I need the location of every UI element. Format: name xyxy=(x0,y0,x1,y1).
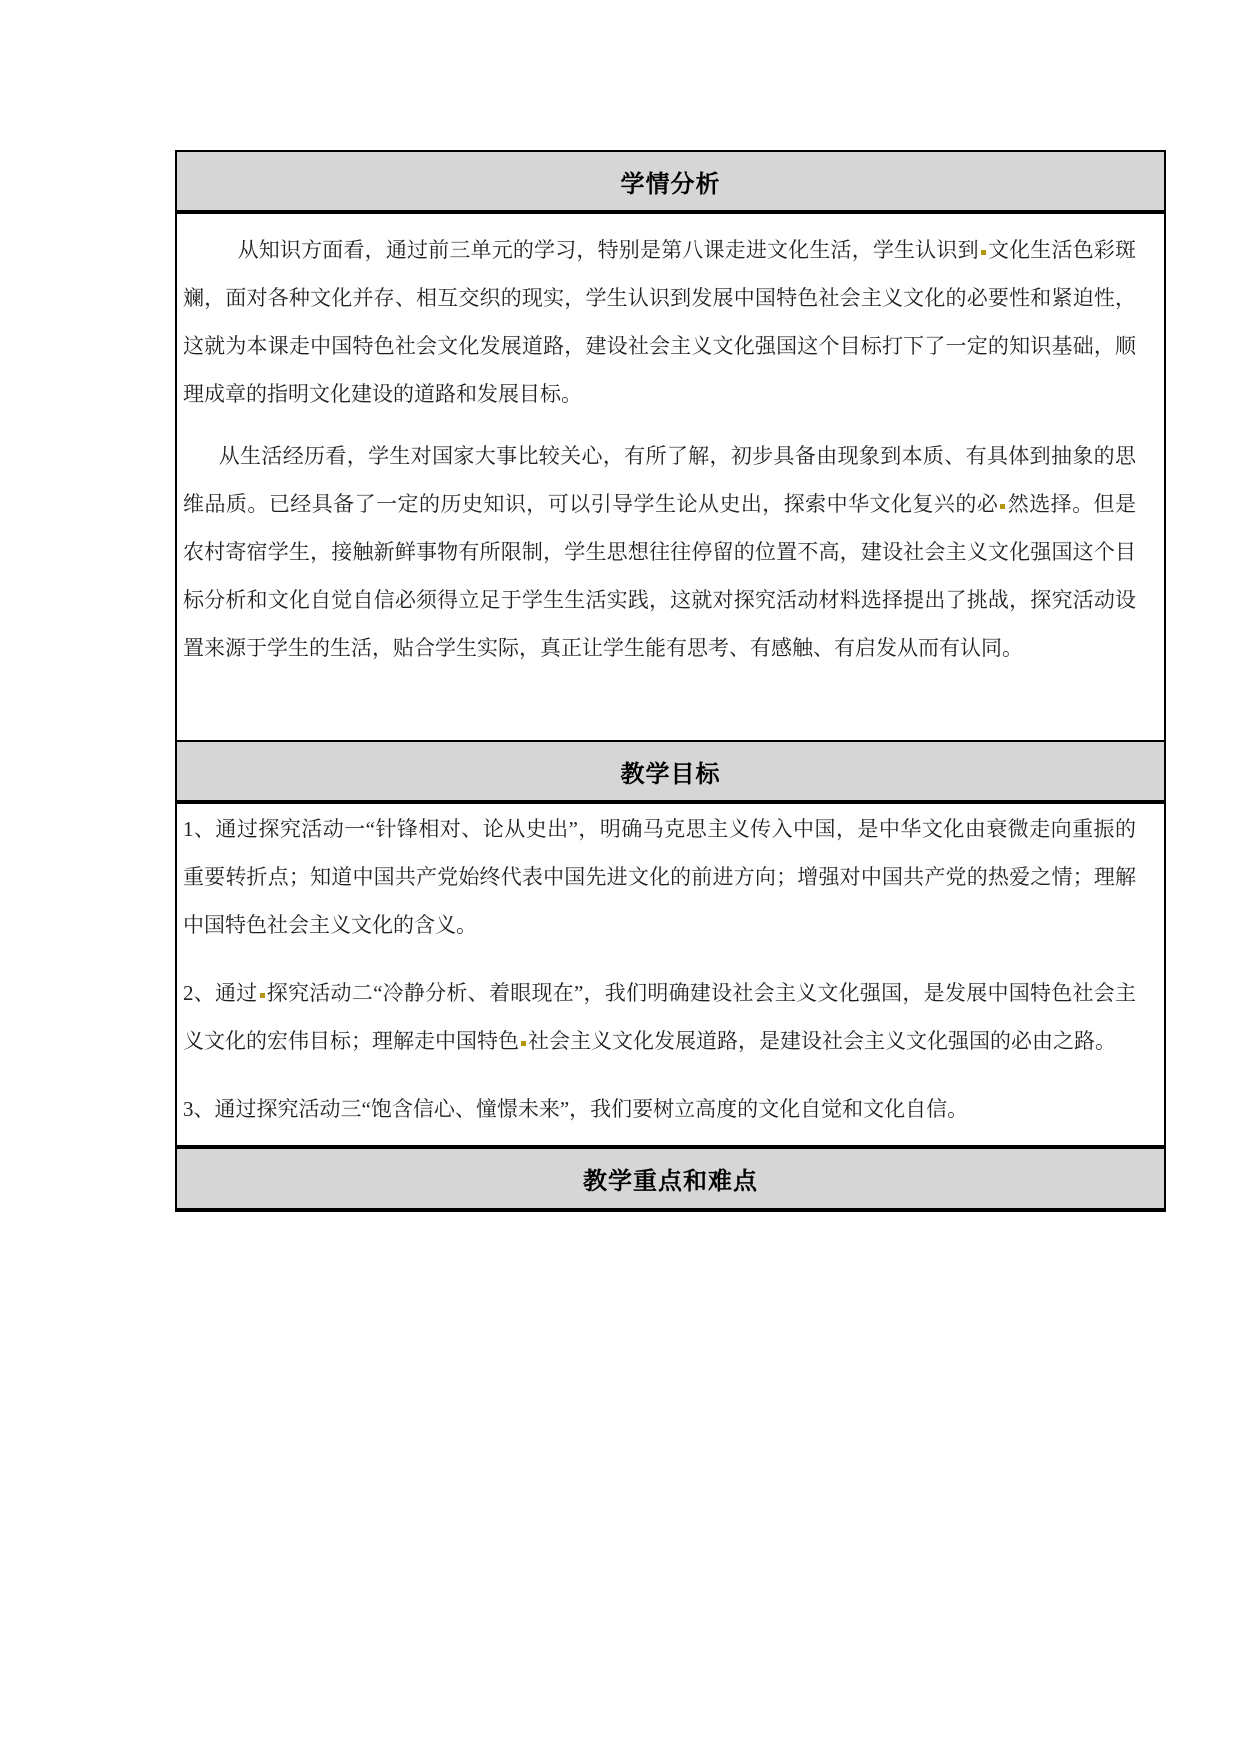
analysis-p2-text-2: 然选择。但是农村寄宿学生，接触新鲜事物有所限制，学生思想往往停留的位置不高，建设社会主义文化强国这个目标分析和文化自觉自信必须得立足于学生生活实践，这就对探究活动材料选择提出了挑战，探究活动设置来源于学生的生活，贴合学生实际，真正让学生能有思考、有感触、有启发从而有认同。 xyxy=(183,492,1137,660)
section-header-analysis xyxy=(177,152,1164,214)
objectives-content-cell xyxy=(177,804,1164,1145)
objective-item-1 xyxy=(183,805,1136,949)
analysis-p2-text-1: 从生活经历看，学生对国家大事比较关心，有所了解，初步具备由现象到本质、有具体到抽象的思维品质。已经具备了一定的历史知识，可以引导学生论从史出，探索中华文化复兴的必 xyxy=(183,444,1136,516)
objective-1-text: 1、通过探究活动一“针锋相对、论从史出”，明确马克思主义传入中国，是中华文化由衰微走向重振的重要转折点；知道中国共产党始终代表中国先进文化的前进方向；增强对中国共产党的热爱之情；理解中国特色社会主义文化的含义。 xyxy=(183,817,1136,937)
section-title-objectives: 教学目标 xyxy=(620,760,721,788)
objective-2-text-2: 探究活动二“冷静分析、着眼现在”，我们明确建设社会主义文化强国，是发展中国特色社会主义文化的宏伟目标；理解走中国特色 xyxy=(183,981,1136,1053)
analysis-content-cell xyxy=(177,214,1164,740)
analysis-paragraph-1 xyxy=(183,226,1136,418)
section-header-key-points xyxy=(177,1145,1164,1212)
proofing-mark-dot xyxy=(1000,504,1005,509)
analysis-paragraph-2 xyxy=(183,432,1136,672)
analysis-p1-text-2: 文化生活色彩斑斓，面对各种文化并存、相互交织的现实，学生认识到发展中国特色社会主义文化的必要性和紧迫性，这就为本课走中国特色社会文化发展道路，建设社会主义文化强国这个目标打下了一定的知识基础，顺理成章的指明文化建设的道路和发展目标。 xyxy=(183,238,1136,406)
section-title-key-points: 教学重点和难点 xyxy=(583,1168,758,1195)
objective-2-text-1: 2、通过 xyxy=(183,981,258,1005)
objective-3-text: 3、通过探究活动三“饱含信心、憧憬未来”，我们要树立高度的文化自觉和文化自信。 xyxy=(183,1097,969,1121)
objective-2-text-3: 社会主义文化发展道路，是建设社会主义文化强国的必由之路。 xyxy=(528,1029,1116,1053)
section-header-objectives xyxy=(177,740,1164,804)
lesson-plan-table xyxy=(175,150,1166,1212)
proofing-mark-dot xyxy=(521,1041,526,1046)
proofing-mark-dot xyxy=(981,250,986,255)
objective-item-3 xyxy=(183,1085,1136,1133)
proofing-mark-dot xyxy=(260,993,265,998)
objective-item-2 xyxy=(183,969,1136,1065)
section-title-analysis: 学情分析 xyxy=(620,170,721,198)
analysis-p1-text-1: 从知识方面看，通过前三单元的学习，特别是第八课走进文化生活，学生认识到 xyxy=(237,238,979,262)
